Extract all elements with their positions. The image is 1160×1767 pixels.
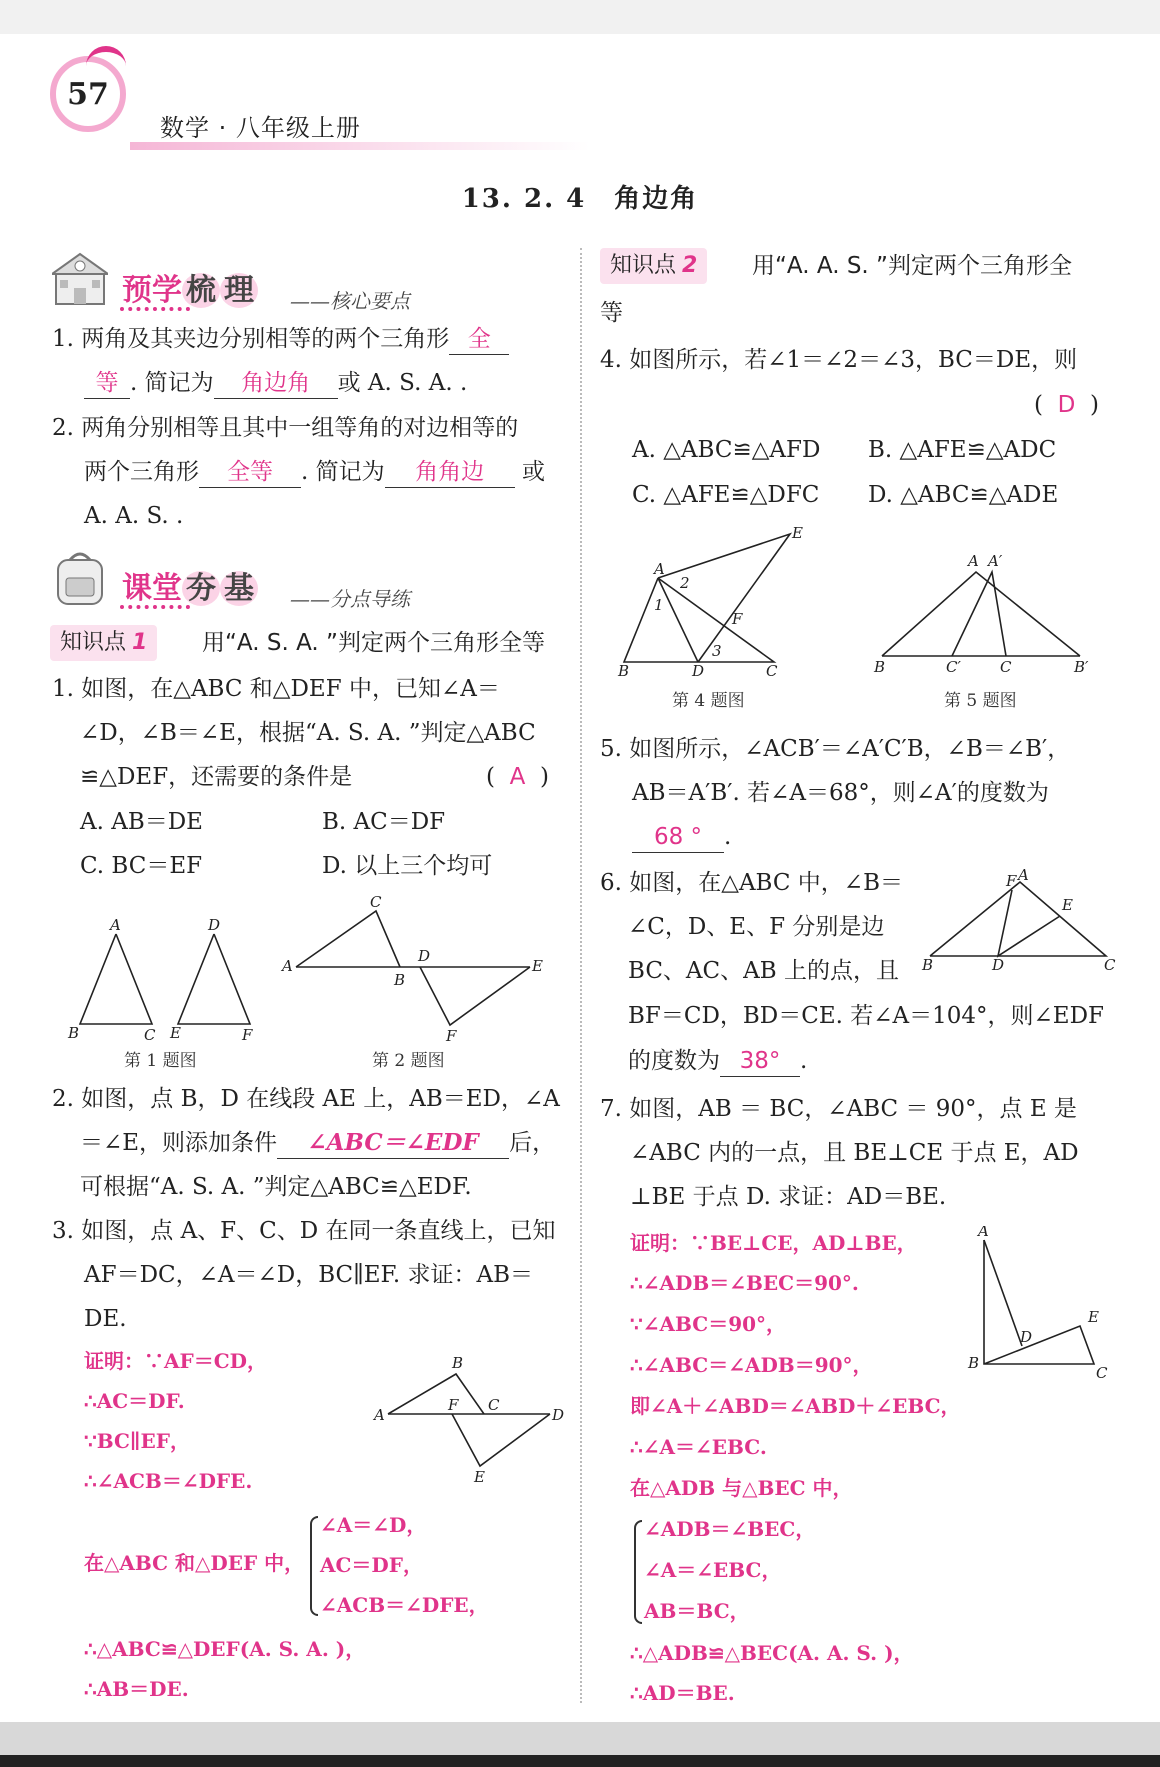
q1-answer: ( A ) — [486, 764, 549, 790]
fig-label: A — [282, 957, 293, 975]
q6-line: 6. 如图，在△ABC 中，∠B＝ — [600, 870, 903, 896]
fig-label: C — [766, 662, 778, 680]
q7-proof-line: ∴△ADB≌△BEC(A. A. S. )， — [630, 1641, 914, 1665]
q7-proof-line: ∴AD＝BE. — [630, 1681, 735, 1705]
figure-6 — [920, 866, 1120, 976]
q1-line: 1. 如图，在△ABC 和△DEF 中，已知∠A＝ — [52, 676, 500, 702]
column-divider — [580, 248, 582, 1703]
badge-label: 知识点 — [60, 630, 127, 655]
fig-label: F — [446, 1027, 457, 1045]
fig-label: A — [654, 560, 665, 578]
fig-label: B — [874, 658, 886, 676]
q3-proof-line: ∴AB＝DE. — [84, 1677, 189, 1701]
knowledge-point-2-badge — [600, 248, 707, 284]
fig-label: C — [1000, 658, 1012, 676]
q3-line: DE. — [84, 1306, 127, 1332]
q6-line: BC、AC、AB 上的点，且 — [628, 958, 899, 984]
section-dots — [120, 307, 190, 311]
q4-line: 4. 如图所示，若∠1＝∠2＝∠3，BC＝DE，则 — [600, 347, 1078, 373]
fig-label: E — [1062, 896, 1073, 914]
header-underline — [130, 142, 590, 150]
text: . 简记为 — [301, 459, 385, 485]
q1-option-a: A. AB＝DE — [80, 809, 203, 835]
q4-option-b: B. △AFE≌△ADC — [868, 437, 1057, 463]
answer-blank: 68 ° — [632, 822, 724, 853]
knowledge-point-1-badge — [50, 625, 157, 661]
fig-label: E — [532, 957, 543, 975]
fig1-caption: 第 1 题图 — [124, 1051, 197, 1071]
answer-blank: 38° — [720, 1046, 800, 1077]
class-section-title — [122, 563, 258, 607]
page-title: 13. 2. 4 角边角 — [461, 184, 699, 214]
preview-title-part: 预学 — [122, 273, 182, 308]
q3-proof-line: ∵BC∥EF， — [84, 1429, 190, 1453]
q3-line: 3. 如图，点 A、F、C、D 在同一条直线上，已知 — [52, 1218, 556, 1244]
q3-proof-line: AC＝DF， — [320, 1553, 423, 1577]
fig-label: B — [968, 1354, 980, 1372]
school-building-icon — [52, 250, 108, 308]
badge-label: 知识点 — [610, 253, 677, 278]
answer-blank: 全等 — [199, 457, 301, 488]
text: 后， — [509, 1130, 556, 1156]
answer: A — [509, 764, 526, 790]
text: 的度数为 — [628, 1048, 720, 1074]
q3-proof-line: ∴AC＝DF. — [84, 1389, 185, 1413]
q7-proof-line: ∴∠ADB＝∠BEC＝90°. — [630, 1271, 859, 1295]
fig-label: A — [1018, 866, 1029, 884]
fig-label: 2 — [680, 574, 690, 592]
figure-4 — [614, 520, 814, 680]
preview-section-subtitle: ——核心要点 — [290, 289, 410, 313]
q6-line: ∠C，D、E、F 分别是边 — [628, 914, 885, 940]
text: 1. 两角及其夹边分别相等的两个三角形 — [52, 326, 450, 352]
knowledge-point-2-title: 等 — [600, 300, 623, 326]
q1-option-b: B. AC＝DF — [322, 809, 446, 835]
knowledge-point-1-title: 用“A. S. A. ”判定两个三角形全等 — [202, 630, 545, 656]
class-section-subtitle: ——分点导练 — [290, 587, 410, 611]
fig-label: D — [208, 916, 221, 934]
figure-7 — [966, 1226, 1116, 1386]
q6-line: 的度数为 38° . — [628, 1046, 807, 1077]
q7-proof-line: 即∠A＋∠ABD＝∠ABD＋∠EBC， — [630, 1394, 961, 1418]
badge-number: 1 — [132, 630, 148, 655]
fig-label: B′ — [1074, 658, 1089, 676]
q3-proof-line: ∠ACB＝∠DFE， — [320, 1593, 489, 1617]
fig-label: E — [474, 1468, 485, 1486]
q7-proof-line: ∵∠ABC＝90°， — [630, 1312, 787, 1336]
top-bar — [0, 0, 1160, 34]
q3-proof-line: 在△ABC 和△DEF 中， — [84, 1551, 305, 1575]
backpack-icon — [52, 548, 108, 608]
q1-line: ≌△DEF，还需要的条件是 — [80, 764, 353, 790]
fig-label: B — [922, 956, 934, 974]
fig-label: F — [242, 1026, 253, 1042]
fig-label: C — [1096, 1364, 1108, 1382]
q5-answer-line: 68 ° . — [632, 822, 731, 853]
answer-blank: ∠ABC＝∠EDF — [277, 1128, 509, 1159]
badge-number: 2 — [682, 253, 698, 278]
fig-label: E — [1088, 1308, 1099, 1326]
q7-proof-line: ∠ADB＝∠BEC， — [644, 1517, 816, 1541]
fig-label: E — [792, 524, 803, 542]
q2-line: 2. 如图，点 B，D 在线段 AE 上，AB＝ED，∠A — [52, 1086, 560, 1112]
q4-option-d: D. △ABC≌△ADE — [868, 482, 1059, 508]
fig-label: B — [394, 971, 406, 989]
q4-answer: ( D ) — [1034, 392, 1099, 418]
q7-proof-line: ∴∠A＝∠EBC. — [630, 1435, 767, 1459]
fig-label: 1 — [654, 596, 664, 614]
text: 或 A. S. A. . — [337, 370, 468, 396]
answer-blank: 全 — [449, 324, 509, 355]
preview-item-2-end: A. A. S. . — [84, 503, 184, 529]
fig-label: A — [978, 1226, 989, 1240]
answer: D — [1057, 392, 1076, 418]
fig-label: C — [488, 1396, 500, 1414]
fig-label: C′ — [946, 658, 961, 676]
q7-proof-line: 证明：∵BE⊥CE，AD⊥BE， — [630, 1231, 917, 1255]
fig-label: F — [732, 610, 743, 628]
figure-2 — [280, 895, 550, 1045]
text: . 简记为 — [130, 370, 214, 396]
q7-line: ∠ABC 内的一点，且 BE⊥CE 于点 E，AD — [630, 1140, 1079, 1166]
figure-1 — [64, 916, 264, 1042]
answer-blank: 角边角 — [214, 368, 338, 399]
q7-proof-line: 在△ADB 与△BEC 中， — [630, 1476, 853, 1500]
preview-title-part: 梳 — [182, 273, 220, 308]
preview-item-2-cont — [84, 457, 545, 488]
proof-brace — [310, 1516, 318, 1616]
fig-label: A′ — [988, 552, 1003, 570]
fig-label: E — [170, 1024, 181, 1042]
q1-line: ∠D，∠B＝∠E，根据“A. S. A. ”判定△ABC — [80, 720, 536, 746]
answer-blank: 等 — [84, 368, 130, 399]
fig-label: A — [374, 1406, 385, 1424]
fig-label: D — [552, 1406, 565, 1424]
q2-line — [80, 1128, 555, 1159]
page-number: 57 — [50, 56, 126, 132]
fig-label: D — [1020, 1328, 1033, 1346]
preview-item-1 — [52, 324, 509, 355]
q7-proof-line: ∠A＝∠EBC， — [644, 1558, 782, 1582]
fig-label: D — [992, 956, 1005, 974]
q1-option-d: D. 以上三个均可 — [322, 853, 493, 879]
fig4-caption: 第 4 题图 — [672, 691, 745, 711]
proof-brace — [634, 1520, 642, 1624]
fig-label: F — [1006, 872, 1017, 890]
q3-line: AF＝DC，∠A＝∠D，BC∥EF. 求证：AB＝ — [84, 1262, 534, 1288]
fig-label: A — [110, 916, 121, 934]
fig-label: D — [418, 947, 431, 965]
subject-header: 数学 · 八年级上册 — [160, 114, 361, 142]
text: 或 — [521, 459, 545, 485]
q4-option-a: A. △ABC≌△AFD — [632, 437, 821, 463]
text: ＝∠E，则添加条件 — [80, 1130, 278, 1156]
section-dots — [120, 605, 190, 609]
fig-label: A — [968, 552, 979, 570]
preview-title-part: 理 — [220, 273, 258, 308]
q7-proof-line: AB＝BC， — [644, 1599, 750, 1623]
q3-proof-line: ∴∠ACB＝∠DFE. — [84, 1469, 253, 1493]
q5-line: AB＝A′B′. 若∠A＝68°，则∠A′的度数为 — [632, 780, 1049, 806]
q7-line: 7. 如图，AB ＝ BC，∠ABC ＝ 90°，点 E 是 — [600, 1096, 1077, 1122]
fig-label: 3 — [712, 642, 722, 660]
q6-line: BF＝CD，BD＝CE. 若∠A＝104°，则∠EDF — [628, 1003, 1104, 1029]
q2-line: 可根据“A. S. A. ”判定△ABC≌△EDF. — [80, 1174, 472, 1200]
q3-proof-line: ∠A＝∠D， — [320, 1513, 427, 1537]
q3-proof-line: 证明：∵AF＝CD， — [84, 1349, 267, 1373]
fig5-caption: 第 5 题图 — [944, 691, 1017, 711]
class-title-part: 夯 — [182, 571, 220, 606]
fig-label: B — [452, 1354, 464, 1372]
q7-proof-line: ∴∠ABC＝∠ADB＝90°， — [630, 1353, 873, 1377]
knowledge-point-2-title: 用“A. A. S. ”判定两个三角形全 — [752, 253, 1072, 279]
q1-option-c: C. BC＝EF — [80, 853, 203, 879]
fig-label: B — [618, 662, 630, 680]
fig-label: C — [1104, 956, 1116, 974]
answer-blank: 角角边 — [385, 457, 515, 488]
bottom-edge — [0, 1755, 1160, 1767]
fig-label: C — [370, 895, 382, 911]
class-title-part: 课堂 — [122, 571, 182, 606]
q4-option-c: C. △AFE≌△DFC — [632, 482, 820, 508]
q3-proof-line: ∴△ABC≌△DEF(A. S. A. )， — [84, 1637, 366, 1661]
figure-3 — [370, 1346, 570, 1486]
preview-item-1-cont — [84, 368, 467, 399]
fig-label: B — [68, 1024, 80, 1042]
fig-label: C — [144, 1026, 156, 1042]
fig-label: D — [692, 662, 705, 680]
q7-line: ⊥BE 于点 D. 求证：AD＝BE. — [630, 1184, 947, 1210]
class-title-part: 基 — [220, 571, 258, 606]
text: 两个三角形 — [84, 459, 199, 485]
preview-item-2: 2. 两角分别相等且其中一组等角的对边相等的 — [52, 415, 519, 441]
q5-line: 5. 如图所示，∠ACB′＝∠A′C′B，∠B＝∠B′， — [600, 736, 1071, 762]
figure-5 — [870, 552, 1100, 682]
preview-section-title — [122, 265, 258, 309]
fig-label: F — [448, 1396, 459, 1414]
fig2-caption: 第 2 题图 — [372, 1051, 445, 1071]
